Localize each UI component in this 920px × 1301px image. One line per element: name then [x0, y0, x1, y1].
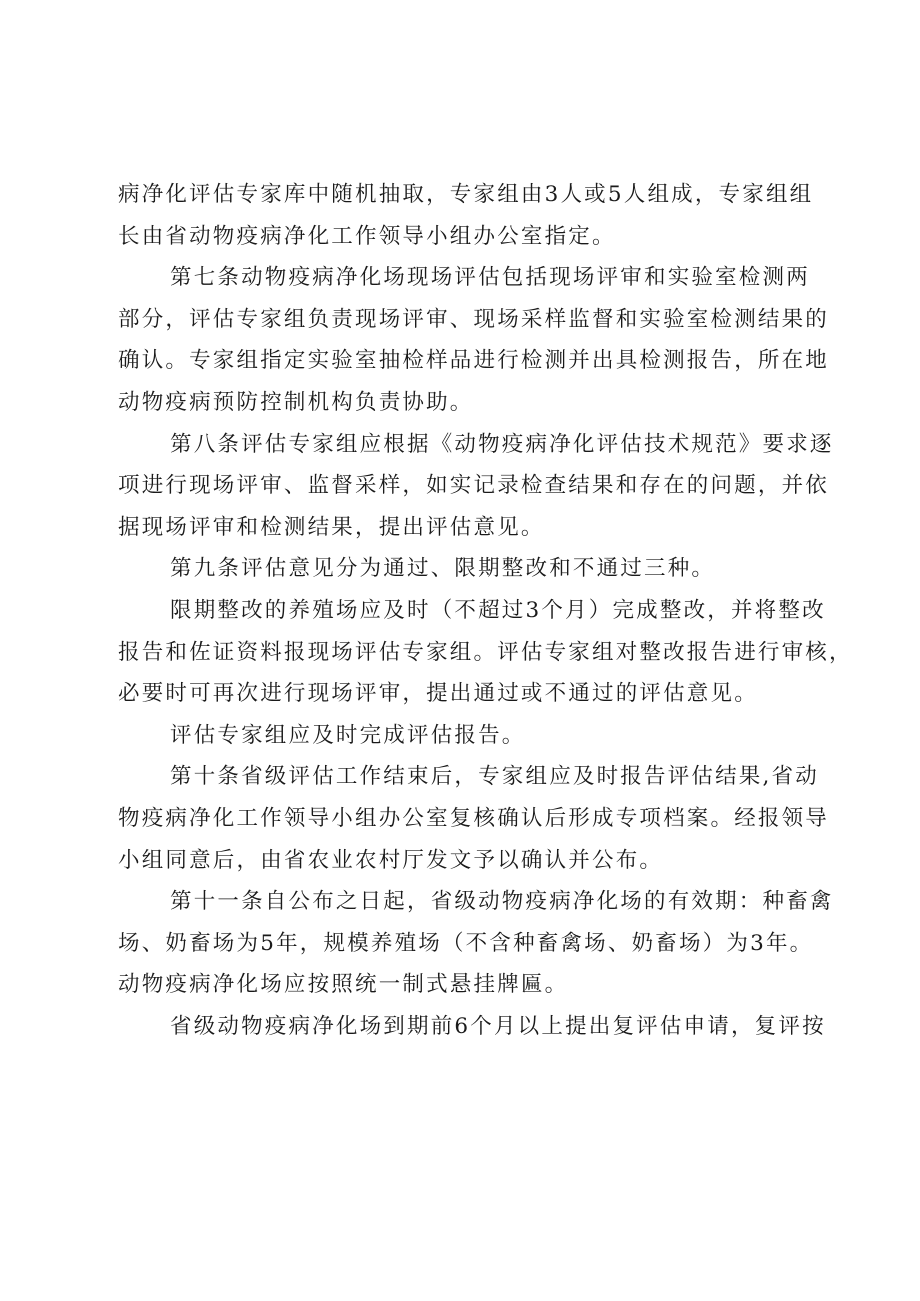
- text-line: 第十一条自公布之日起，省级动物疫病净化场的有效期：种畜禽: [170, 889, 834, 915]
- text-line: 物疫病净化工作领导小组办公室复核确认后形成专项档案。经报领导: [118, 805, 830, 831]
- paragraph-article-7: [118, 257, 830, 423]
- paragraph-article-11: [118, 881, 834, 1006]
- text-line: 限期整改的养殖场应及时（不超过3个月）完成整改，并将整改: [170, 597, 826, 623]
- text-line: 省级动物疫病净化场到期前6个月以上提出复评估申请，复评按: [170, 1013, 826, 1039]
- text-line: 据现场评审和检测结果，提出评估意见。: [118, 514, 545, 540]
- text-line: 第八条评估专家组应根据《动物疫病净化评估技术规范》要求逐: [170, 431, 834, 457]
- text-line: 第九条评估意见分为通过、限期整改和不通过三种。: [170, 556, 716, 582]
- paragraph-article-9: [118, 548, 824, 590]
- text-line: 确认。专家组指定实验室抽检样品进行检测并出具检测报告，所在地: [118, 348, 830, 374]
- text-line: 第十条省级评估工作结束后，专家组应及时报告评估结果,省动: [170, 764, 819, 790]
- paragraph-article-10: [118, 756, 830, 881]
- text-line: 动物疫病预防控制机构负责协助。: [118, 389, 474, 415]
- text-line: 必要时可再次进行现场评审，提出通过或不通过的评估意见。: [118, 681, 758, 707]
- paragraph-article-8: [118, 424, 834, 549]
- text-line: 项进行现场评审、监督采样，如实记录检查结果和存在的问题，并依: [118, 473, 830, 499]
- paragraph-re-evaluation: [118, 1006, 824, 1048]
- text-line: 长由省动物疫病净化工作领导小组办公室指定。: [118, 223, 616, 249]
- text-line: 小组同意后，由省农业农村厅发文予以确认并公布。: [118, 847, 664, 873]
- text-line: 评估专家组应及时完成评估报告。: [170, 722, 526, 748]
- text-line: 报告和佐证资料报现场评估专家组。评估专家组对整改报告进行审核，: [118, 639, 853, 665]
- paragraph-continuation: [118, 174, 824, 257]
- text-line: 病净化评估专家库中随机抽取，专家组由3人或5人组成，专家组组: [118, 182, 814, 207]
- document-body: [118, 174, 853, 1047]
- text-line: 部分，评估专家组负责现场评审、现场采样监督和实验室检测结果的: [118, 306, 830, 332]
- paragraph-report: [118, 715, 824, 757]
- text-line: 动物疫病净化场应按照统一制式悬挂牌匾。: [118, 972, 569, 998]
- paragraph-rectification: [118, 590, 853, 715]
- text-line: 第七条动物疫病净化场现场评估包括现场评审和实验室检测两: [170, 265, 810, 291]
- text-line: 场、奶畜场为5年，规模养殖场（不含种畜禽场、奶畜场）为3年。: [118, 930, 814, 956]
